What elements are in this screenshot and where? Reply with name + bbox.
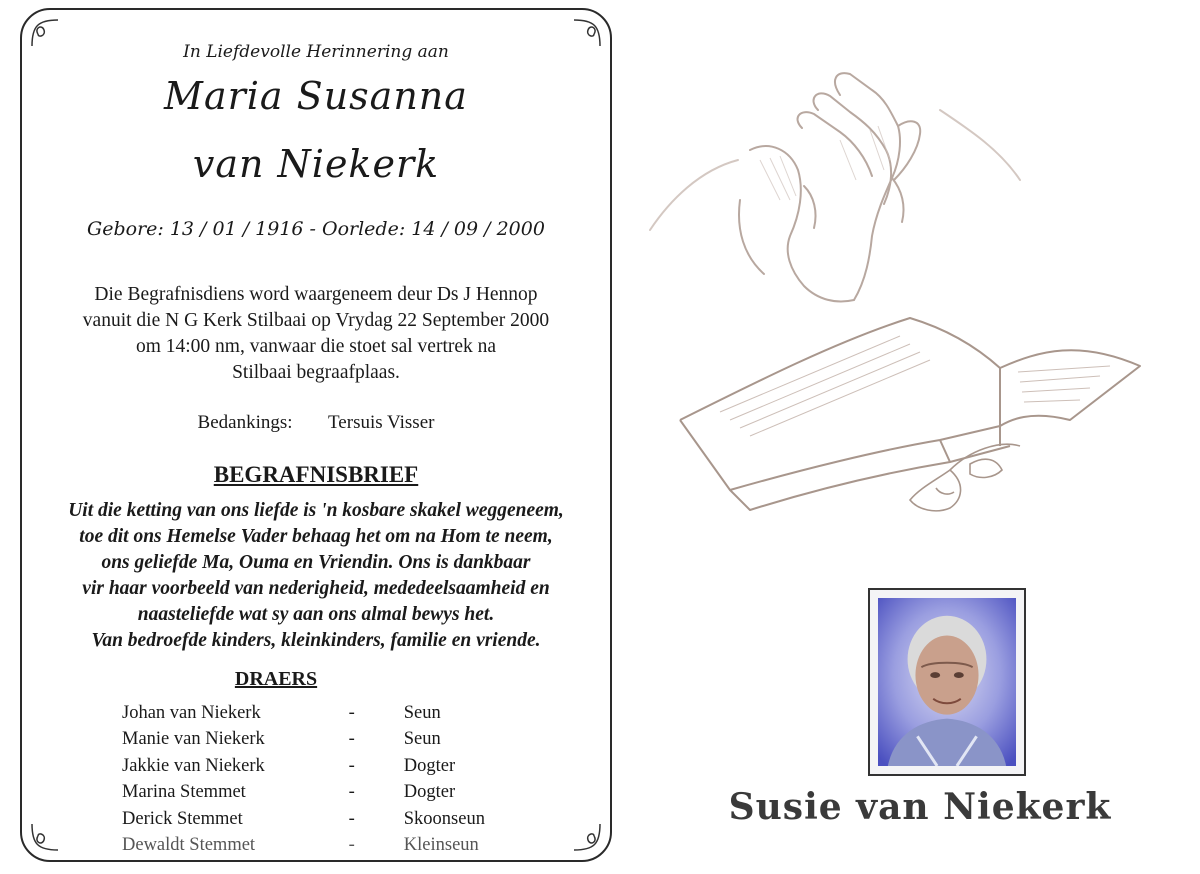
bearer-name: Dewaldt Stemmet (122, 835, 256, 856)
corner-flourish-icon (28, 820, 62, 854)
letter-line: ons geliefde Ma, Ouma en Vriendin. Ons is dankbaar (101, 552, 531, 573)
bearer-name: Derick Stemmet (122, 808, 243, 829)
letter-line: Van bedroefde kinders, kleinkinders, familie en vriende. (91, 630, 541, 651)
memorial-card-text-panel (20, 8, 612, 862)
bearer-row (122, 833, 522, 860)
service-line: om 14:00 nm, vanwaar die stoet sal vertrek na (135, 336, 497, 357)
deceased-name-line-2: van Niekerk (192, 142, 440, 186)
corner-flourish-icon (570, 820, 604, 854)
thanks-name: Tersuis Visser (328, 412, 435, 433)
acknowledgements (22, 412, 610, 434)
letter-line: toe dit ons Hemelse Vader behaag het om na Hom te neem, (79, 526, 553, 547)
portrait-icon (878, 598, 1016, 766)
bearer-relation: Dogter (403, 782, 456, 803)
bearer-dash: - (348, 835, 355, 856)
memorial-card-image-panel (640, 0, 1200, 874)
praying-hands-bible-illustration (640, 0, 1200, 560)
bearer-dash: - (348, 782, 355, 803)
funeral-letter (26, 498, 606, 654)
bearer-row (122, 780, 522, 807)
bearer-name: Manie van Niekerk (122, 729, 265, 750)
bearer-name: Johan van Niekerk (122, 702, 261, 723)
bearer-row (122, 700, 522, 727)
bearer-dash: - (348, 729, 355, 750)
bearer-dash: - (348, 808, 355, 829)
bearer-relation: Dogter (403, 755, 456, 776)
bearer-relation: Seun (403, 729, 441, 750)
letter-line: Uit die ketting van ons liefde is 'n kosbare skakel weggeneem, (68, 500, 564, 521)
bearer-dash: - (348, 755, 355, 776)
bearer-relation: Skoonseun (403, 808, 485, 829)
intro-line: In Liefdevolle Herinnering aan (183, 42, 449, 62)
service-line: Stilbaai begraafplaas. (232, 362, 400, 383)
deceased-caption: Susie van Niekerk (728, 786, 1112, 828)
bearer-relation: Seun (403, 702, 441, 723)
bearer-relation: Kleinseun (403, 835, 479, 856)
bearer-name: Marina Stemmet (122, 782, 246, 803)
bearers-list (122, 700, 522, 859)
service-line: Die Begrafnisdiens word waargeneem deur Ds J Hennop (94, 284, 538, 305)
bearer-row (122, 727, 522, 754)
bearer-row (122, 806, 522, 833)
life-dates: Gebore: 13 / 01 / 1916 - Oorlede: 14 / 09 / 2000 (87, 218, 545, 240)
letter-line: naasteliefde wat sy aan ons almal bewys het. (137, 604, 495, 625)
bearer-dash: - (348, 702, 355, 723)
bearers-title: DRAERS (234, 668, 318, 690)
deceased-name-line-1: Maria Susanna (164, 74, 468, 118)
bearer-name: Jakkie van Niekerk (122, 755, 265, 776)
bearer-row (122, 753, 522, 780)
letter-title: BEGRAFNISBRIEF (213, 462, 419, 487)
portrait-photo (868, 588, 1026, 776)
funeral-service-details (42, 282, 590, 386)
service-line: vanuit die N G Kerk Stilbaai op Vrydag 22 September 2000 (82, 310, 550, 331)
letter-line: vir haar voorbeeld van nederigheid, mededeelsaamheid en (82, 578, 550, 599)
thanks-label: Bedankings: (197, 412, 293, 433)
